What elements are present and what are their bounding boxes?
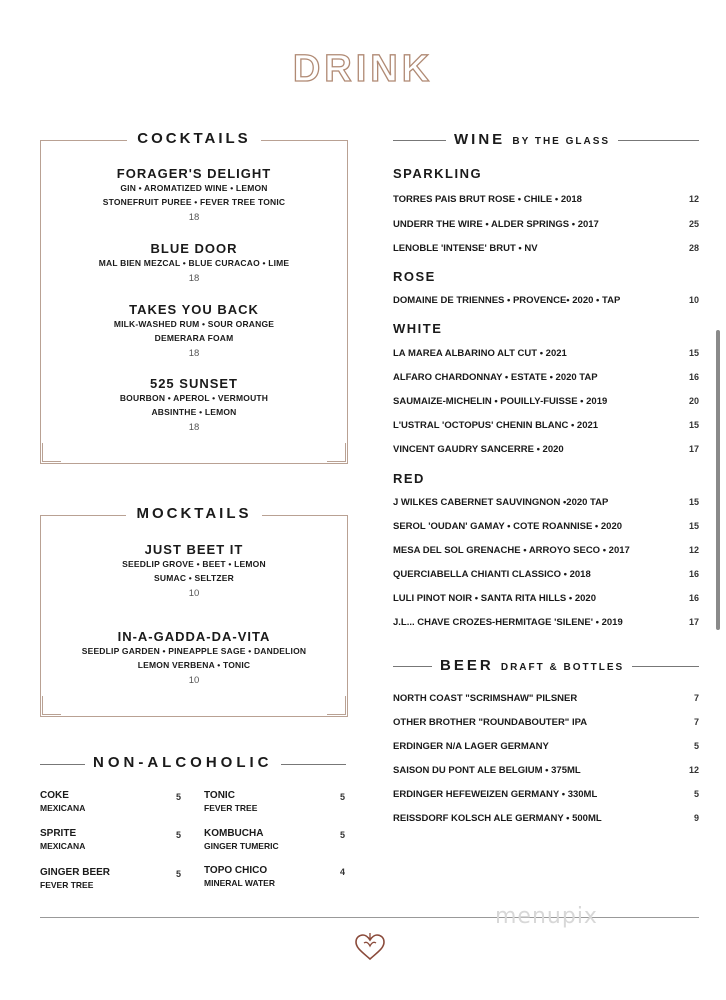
mocktail-item — [41, 629, 347, 686]
item-price: 10 — [688, 295, 699, 305]
non-alcoholic-item — [204, 790, 257, 813]
non-alcoholic-item — [40, 790, 85, 813]
item-name: 525 SUNSET — [149, 376, 239, 391]
item-price: 20 — [688, 396, 699, 406]
item-name: NORTH COAST "SCRIMSHAW" PILSNER — [393, 693, 578, 704]
item-desc: BOURBON • APEROL • VERMOUTH — [119, 393, 269, 403]
item-name: REISSDORF KOLSCH ALE GERMANY • 500ML — [393, 813, 602, 824]
item-price: 18 — [188, 422, 200, 433]
item-name: ERDINGER N/A LAGER GERMANY — [393, 741, 549, 752]
item-sub: FEVER TREE — [204, 803, 258, 813]
item-name: LA MAREA ALBARINO ALT CUT • 2021 — [393, 348, 567, 359]
item-name: JUST BEET IT — [144, 542, 244, 557]
item-price: 5 — [340, 792, 346, 802]
item-name: LULI PINOT NOIR • SANTA RITA HILLS • 2020 — [393, 593, 596, 604]
item-price: 18 — [188, 212, 200, 223]
item-name: J.L... CHAVE CROZES-HERMITAGE 'SILENE' • 2019 — [393, 617, 623, 628]
item-sub: FEVER TREE — [40, 880, 94, 890]
non-alcoholic-item — [204, 828, 279, 851]
corner-ornament — [327, 443, 348, 464]
item-price: 5 — [176, 792, 182, 802]
item-price: 17 — [688, 617, 699, 627]
item-price: 5 — [693, 789, 699, 799]
beer-heading-main: BEER — [440, 657, 494, 674]
item-desc: GIN • AROMATIZED WINE • LEMON — [120, 183, 268, 193]
watermark: menupix — [495, 904, 598, 929]
wine-category: WHITE — [393, 321, 443, 336]
item-name: OTHER BROTHER "ROUNDABOUTER" IPA — [393, 717, 588, 728]
item-desc: DEMERARA FOAM — [154, 333, 234, 343]
item-price: 10 — [188, 675, 200, 686]
cocktail-item — [41, 166, 347, 223]
wine-category: ROSE — [393, 269, 436, 284]
item-name: KOMBUCHA — [204, 828, 264, 839]
item-price: 5 — [693, 741, 699, 751]
wine-heading-sub: BY THE GLASS — [512, 136, 611, 147]
item-price: 15 — [688, 497, 699, 507]
item-name: J WILKES CABERNET SAUVINGNON •2020 TAP — [393, 497, 609, 508]
beer-heading — [432, 657, 632, 674]
item-name: TAKES YOU BACK — [129, 302, 259, 317]
corner-ornament — [40, 696, 61, 717]
item-name: TORRES PAIS BRUT ROSE • CHILE • 2018 — [393, 194, 582, 205]
non-alcoholic-heading: NON-ALCOHOLIC — [85, 754, 281, 771]
item-sub: GINGER TUMERIC — [204, 841, 279, 851]
non-alcoholic-item — [40, 828, 85, 851]
item-name: SEROL 'OUDAN' GAMAY • COTE ROANNISE • 2020 — [393, 521, 623, 532]
item-name: SPRITE — [40, 828, 77, 839]
item-name: TONIC — [204, 790, 235, 801]
item-desc: SUMAC • SELTZER — [154, 573, 234, 583]
mocktails-box — [40, 505, 348, 717]
item-price: 12 — [688, 194, 699, 204]
item-price: 18 — [188, 273, 200, 284]
item-name: TOPO CHICO — [204, 865, 268, 876]
item-price: 18 — [188, 348, 200, 359]
item-desc: ABSINTHE • LEMON — [151, 407, 237, 417]
item-price: 10 — [188, 588, 200, 599]
item-price: 16 — [688, 372, 699, 382]
item-price: 9 — [693, 813, 699, 823]
item-price: 12 — [688, 545, 699, 555]
item-name: UNDERR THE WIRE • ALDER SPRINGS • 2017 — [393, 219, 599, 230]
corner-ornament — [327, 696, 348, 717]
item-name: BLUE DOOR — [150, 241, 238, 256]
item-name: L'USTRAL 'OCTOPUS' CHENIN BLANC • 2021 — [393, 420, 599, 431]
wine-category: RED — [393, 471, 425, 486]
non-alcoholic-item — [204, 865, 275, 888]
item-price: 15 — [688, 521, 699, 531]
wine-category: SPARKLING — [393, 166, 483, 181]
cocktails-box — [40, 130, 348, 464]
item-sub: MEXICANA — [40, 803, 86, 813]
item-sub: MEXICANA — [40, 841, 86, 851]
item-price: 16 — [688, 593, 699, 603]
item-price: 17 — [688, 444, 699, 454]
item-desc: LEMON VERBENA • TONIC — [137, 660, 251, 670]
item-name: SAUMAIZE-MICHELIN • POUILLY-FUISSE • 2019 — [393, 396, 608, 407]
item-price: 5 — [176, 869, 182, 879]
wine-heading-main: WINE — [454, 131, 506, 148]
item-price: 5 — [340, 830, 346, 840]
footer-divider — [40, 917, 699, 918]
item-name: MESA DEL SOL GRENACHE • ARROYO SECO • 2017 — [393, 545, 630, 556]
mocktails-heading: MOCKTAILS — [126, 505, 261, 522]
cocktail-item — [41, 302, 347, 359]
cocktails-heading: COCKTAILS — [127, 130, 260, 147]
non-alcoholic-item — [40, 867, 110, 890]
item-name: ERDINGER HEFEWEIZEN GERMANY • 330ML — [393, 789, 598, 800]
cocktail-item — [41, 376, 347, 433]
item-desc: MILK-WASHED RUM • SOUR ORANGE — [113, 319, 275, 329]
item-price: 25 — [688, 219, 699, 229]
item-price: 5 — [176, 830, 182, 840]
item-price: 28 — [688, 243, 699, 253]
wine-heading — [446, 131, 618, 148]
item-name: QUERCIABELLA CHIANTI CLASSICO • 2018 — [393, 569, 591, 580]
item-name: VINCENT GAUDRY SANCERRE • 2020 — [393, 444, 564, 455]
item-name: LENOBLE 'INTENSE' BRUT • NV — [393, 243, 538, 254]
item-name: SAISON DU PONT ALE BELGIUM • 375ML — [393, 765, 581, 776]
scrollbar[interactable] — [716, 330, 720, 630]
page-title: DRINK — [292, 48, 434, 90]
item-desc: SEEDLIP GROVE • BEET • LEMON — [122, 559, 266, 569]
item-sub: MINERAL WATER — [204, 878, 275, 888]
item-price: 15 — [688, 348, 699, 358]
item-price: 15 — [688, 420, 699, 430]
beer-heading-sub: DRAFT & BOTTLES — [500, 662, 625, 673]
item-price: 7 — [693, 717, 699, 727]
item-name: COKE — [40, 790, 69, 801]
item-desc: STONEFRUIT PUREE • FEVER TREE TONIC — [102, 197, 286, 207]
item-name: ALFARO CHARDONNAY • ESTATE • 2020 TAP — [393, 372, 598, 383]
mocktail-item — [41, 542, 347, 599]
item-price: 16 — [688, 569, 699, 579]
corner-ornament — [40, 443, 61, 464]
item-desc: SEEDLIP GARDEN • PINEAPPLE SAGE • DANDELION — [81, 646, 307, 656]
heart-logo-icon — [352, 930, 388, 962]
item-price: 4 — [340, 867, 346, 877]
item-name: DOMAINE DE TRIENNES • PROVENCE• 2020 • TAP — [393, 295, 621, 306]
item-price: 12 — [688, 765, 699, 775]
item-name: FORAGER'S DELIGHT — [116, 166, 272, 181]
item-name: GINGER BEER — [40, 867, 111, 878]
item-name: IN-A-GADDA-DA-VITA — [117, 629, 271, 644]
item-price: 7 — [693, 693, 699, 703]
cocktail-item — [41, 241, 347, 284]
item-desc: MAL BIEN MEZCAL • BLUE CURACAO • LIME — [98, 258, 290, 268]
